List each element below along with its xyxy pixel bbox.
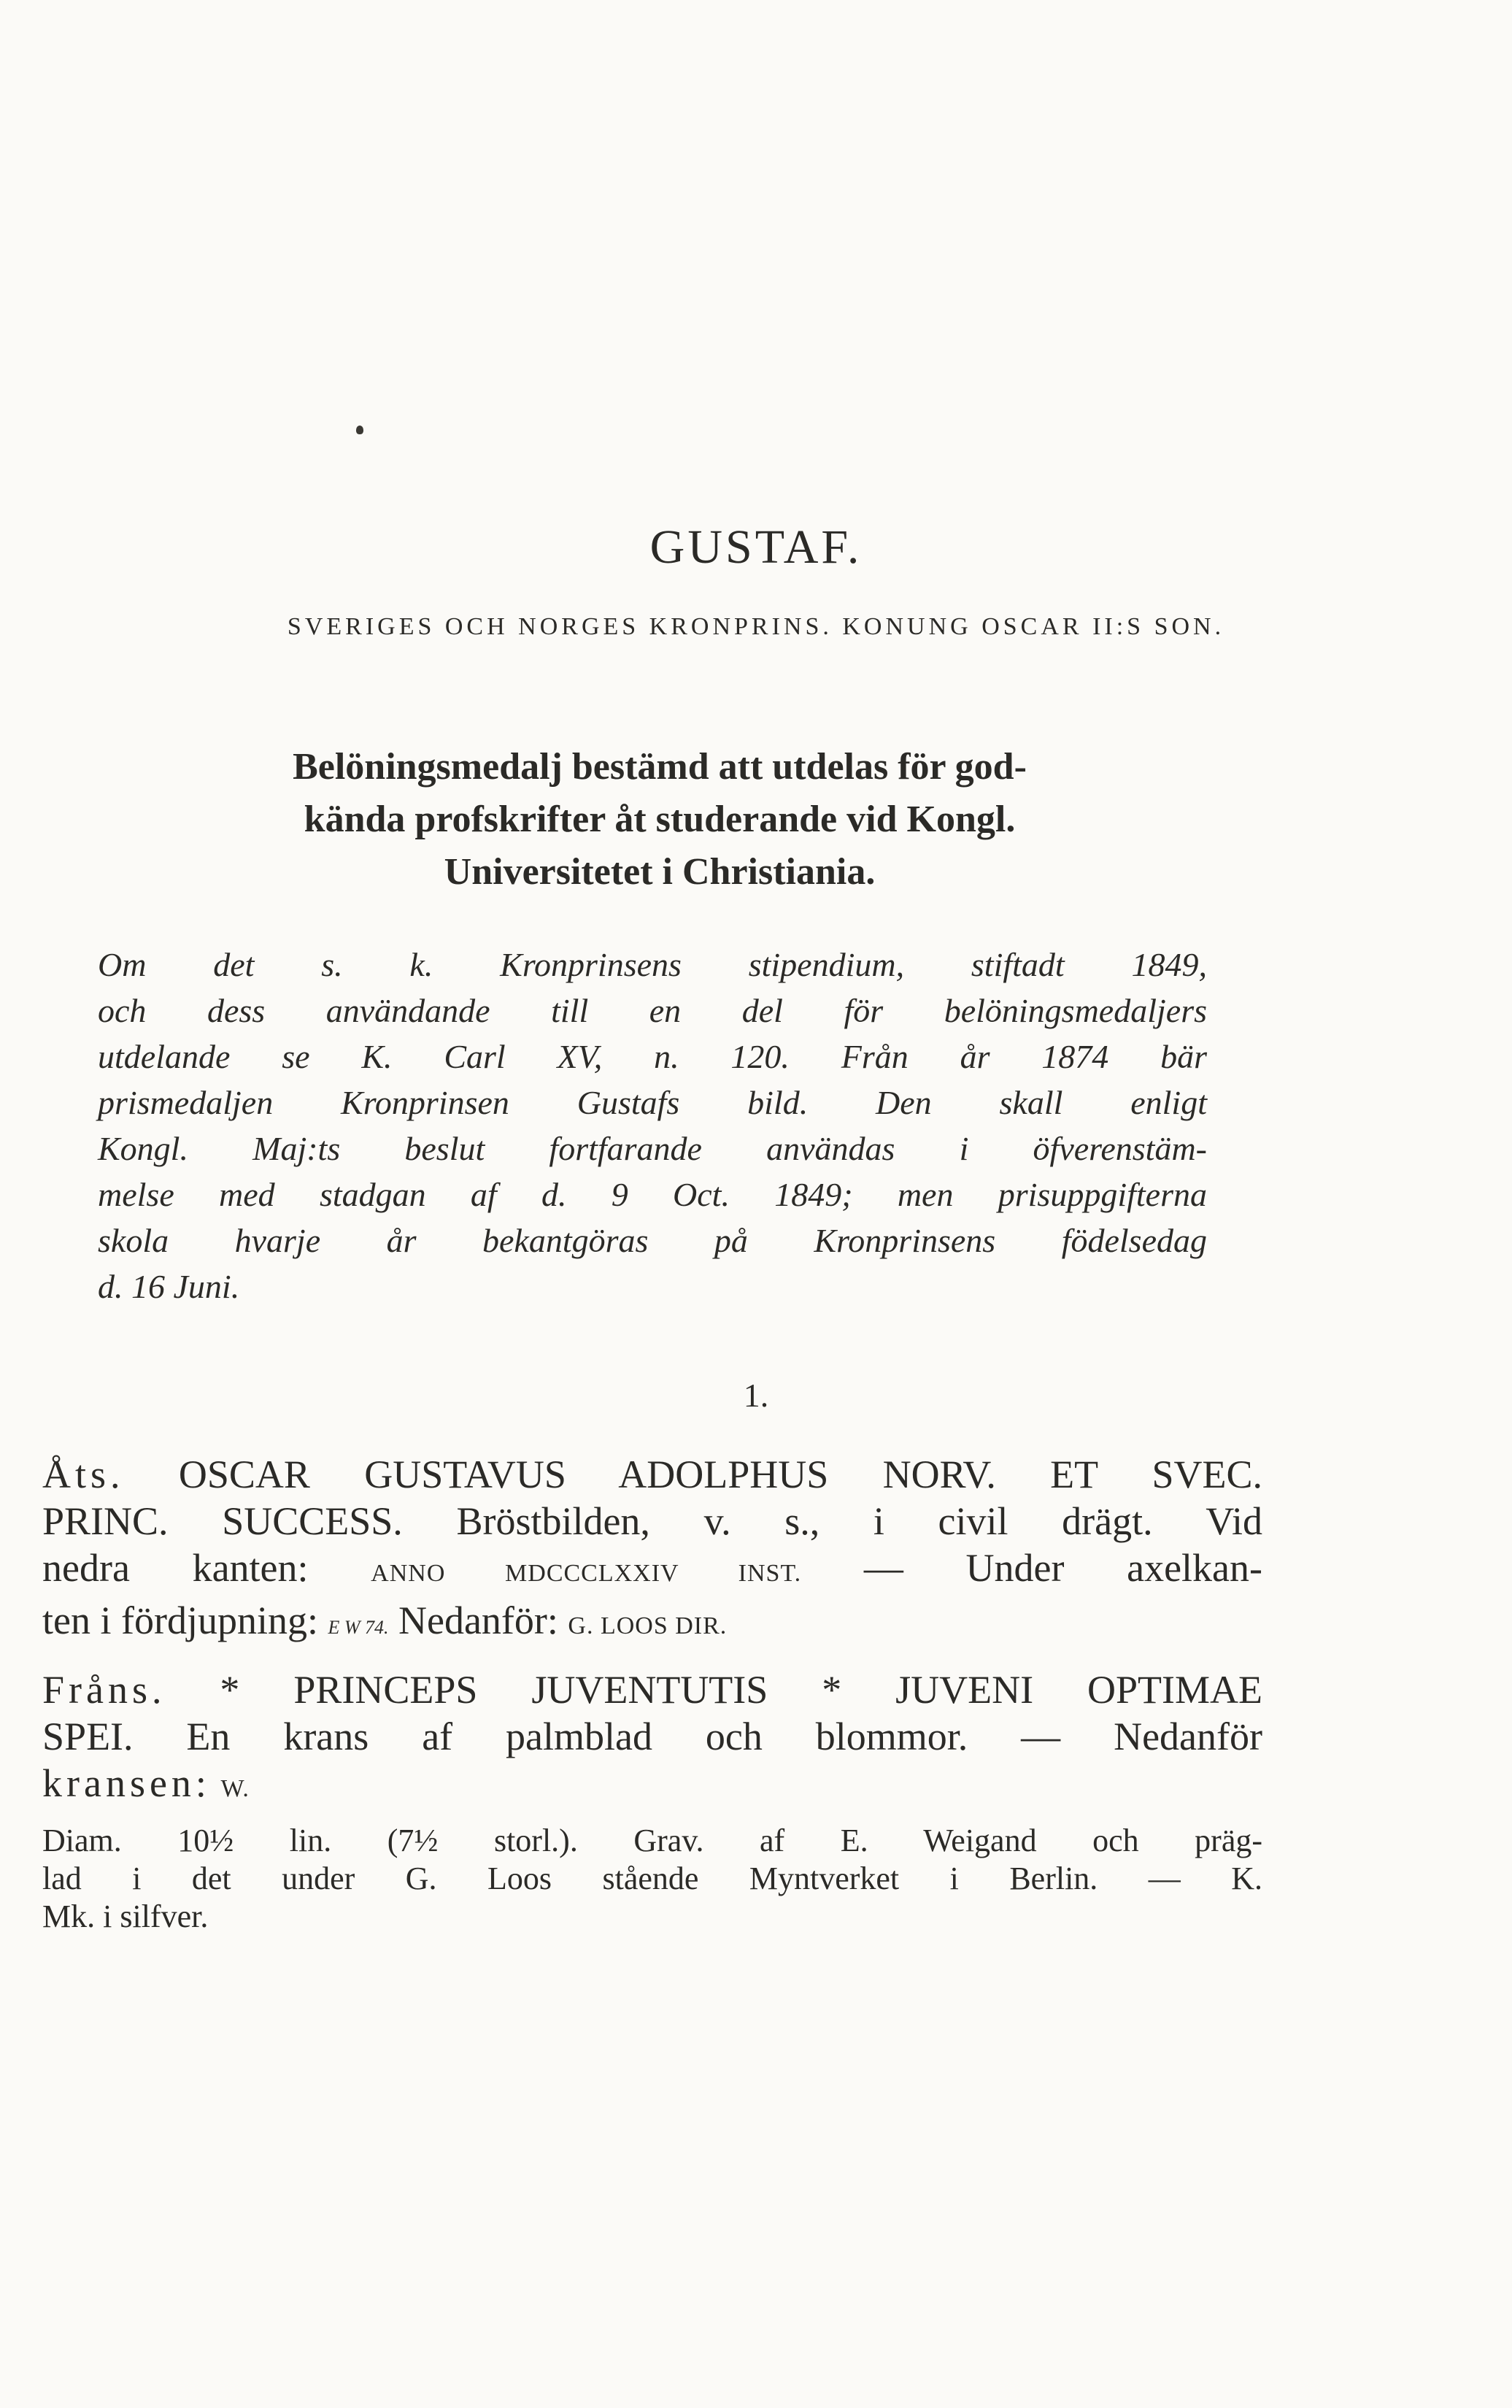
obverse-text: Nedanför: [398, 1599, 558, 1642]
heading-line: Universitetet i Christiania. [444, 851, 876, 893]
entry-number: 1. [743, 1377, 769, 1414]
obverse-line [42, 1451, 1262, 1498]
intro-line: skola hvarje år bekantgöras på Kronprinsens födelsedag [98, 1222, 1207, 1259]
heading-line: Belöningsmedalj bestämd att utdelas för god- [293, 746, 1027, 788]
engraver-mark: E W 74. [328, 1617, 389, 1638]
director-mark: G. LOOS DIR. [568, 1612, 728, 1639]
print-speck [356, 426, 363, 434]
intro-line: d. 16 Juni. [98, 1268, 240, 1305]
obverse-description [42, 1451, 1262, 1651]
obverse-text: ten i fördjupning: [42, 1599, 318, 1642]
intro-line: och dess användande till en del för belöningsmedaljers [98, 992, 1207, 1029]
note-line: Diam. 10½ lin. (7½ storl.). Grav. af E. Weigand och präg- [42, 1823, 1262, 1858]
obverse-line [42, 1597, 1262, 1651]
section-heading [166, 741, 1153, 899]
obverse-inscription: ANNO MDCCCLXXIV INST. [371, 1560, 802, 1587]
obverse-line: PRINC. SUCCESS. Bröstbilden, v. s., i civil drägt. Vid [42, 1499, 1262, 1543]
intro-line: prismedaljen Kronprinsen Gustafs bild. Den skall enligt [98, 1084, 1207, 1121]
reverse-line: SPEI. En krans af palmblad och blommor. — Nedanför [42, 1715, 1262, 1758]
page-title: GUSTAF. [649, 520, 863, 574]
obverse-text: nedra kanten: [42, 1546, 309, 1590]
obverse-text: — Under axelkan- [863, 1546, 1262, 1590]
obverse-label: Åts. [42, 1453, 125, 1496]
page-subtitle: SVERIGES OCH NORGES KRONPRINS. KONUNG OSCAR II:S SON. [287, 613, 1225, 640]
intro-line: Kongl. Maj:ts beslut fortfarande användas i öfverenstäm- [98, 1130, 1207, 1167]
obverse-line [42, 1545, 1262, 1597]
medal-note [42, 1822, 1262, 1936]
note-line: lad i det under G. Loos stående Myntverket i Berlin. — K. [42, 1861, 1262, 1896]
reverse-label: Fråns. [42, 1668, 166, 1712]
intro-paragraph [98, 942, 1207, 1309]
intro-line: melse med stadgan af d. 9 Oct. 1849; men prisuppgifterna [98, 1176, 1207, 1213]
reverse-line [42, 1666, 1262, 1713]
reverse-description [42, 1666, 1262, 1812]
reverse-legend-1: * PRINCEPS JUVENTUTIS * JUVENI OPTIMAE [220, 1668, 1263, 1712]
heading-line: kända profskrifter åt studerande vid Kongl. [304, 799, 1016, 840]
reverse-inscription: W. [220, 1775, 250, 1802]
note-line: Mk. i silfver. [42, 1899, 209, 1934]
reverse-line [42, 1760, 1262, 1812]
intro-line: utdelande se K. Carl XV, n. 120. Från år 1874 bär [98, 1038, 1207, 1075]
obverse-legend-1: OSCAR GUSTAVUS ADOLPHUS NORV. ET SVEC. [178, 1453, 1262, 1496]
intro-line: Om det s. k. Kronprinsens stipendium, stiftadt 1849, [98, 946, 1207, 983]
reverse-text: kransen: [42, 1761, 211, 1805]
